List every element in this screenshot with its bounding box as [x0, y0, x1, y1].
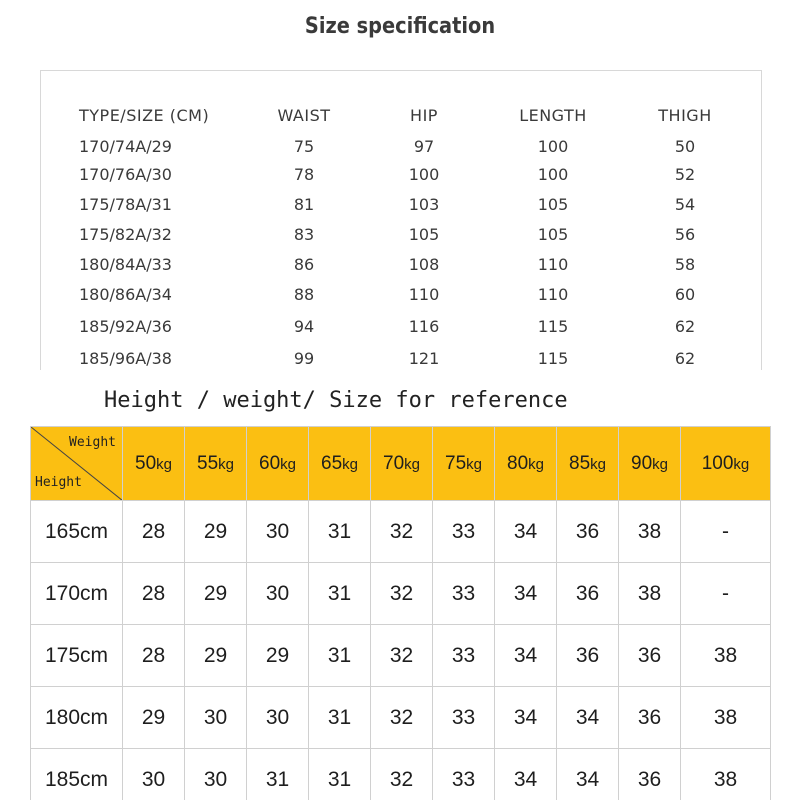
size-spec-cell: 110: [537, 285, 569, 304]
weight-header-cell: [557, 427, 619, 501]
size-spec-cell: 62: [674, 349, 696, 368]
size-spec-cell: 100: [537, 137, 569, 156]
size-spec-cell: 103: [408, 195, 440, 214]
size-cell: 31: [309, 563, 371, 625]
size-spec-cell: 60: [674, 285, 696, 304]
corner-height-label: Height: [35, 475, 82, 490]
size-cell: 33: [433, 563, 495, 625]
size-cell: -: [681, 563, 771, 625]
weight-value: 100: [701, 452, 734, 474]
size-spec-cell: 110: [537, 255, 569, 274]
size-spec-cell: 180/84A/33: [79, 255, 172, 274]
size-spec-cell: 97: [413, 137, 435, 156]
size-cell: 34: [495, 687, 557, 749]
weight-header-cell: [371, 427, 433, 501]
height-row: [31, 625, 771, 687]
weight-header-cell: [185, 427, 247, 501]
size-cell: 36: [557, 563, 619, 625]
size-spec-row: [41, 225, 761, 255]
size-cell: 34: [495, 563, 557, 625]
size-cell: 33: [433, 687, 495, 749]
size-spec-cell: 62: [674, 317, 696, 336]
size-cell: 32: [371, 501, 433, 563]
size-cell: 36: [557, 625, 619, 687]
size-cell: 32: [371, 563, 433, 625]
size-spec-cell: 54: [674, 195, 696, 214]
weight-header-cell: [495, 427, 557, 501]
size-spec-row: [41, 165, 761, 195]
height-label: 165cm: [31, 501, 123, 563]
page-title: Size specification: [304, 14, 496, 39]
weight-value: 65: [321, 452, 343, 474]
corner-weight-label: Weight: [69, 435, 116, 450]
weight-header-cell: [433, 427, 495, 501]
size-spec-cell: 170/74A/29: [79, 137, 172, 156]
height-row: [31, 687, 771, 749]
size-cell: 30: [123, 749, 185, 800]
size-spec-cell: 175/82A/32: [79, 225, 172, 244]
weight-unit: kg: [342, 455, 358, 473]
size-cell: 30: [247, 501, 309, 563]
weight-unit: kg: [156, 455, 172, 473]
size-cell: 34: [557, 749, 619, 800]
weight-unit: kg: [528, 455, 544, 473]
size-spec-cell: 88: [293, 285, 315, 304]
size-cell: 34: [495, 749, 557, 800]
size-spec-cell: 75: [293, 137, 315, 156]
size-spec-cell: 185/96A/38: [79, 349, 172, 368]
weight-value: 80: [507, 452, 529, 474]
weight-unit: kg: [466, 455, 482, 473]
size-cell: 34: [495, 501, 557, 563]
weight-value: 75: [445, 452, 467, 474]
size-cell: 38: [619, 563, 681, 625]
size-spec-cell: 185/92A/36: [79, 317, 172, 336]
size-spec-cell: 115: [537, 349, 569, 368]
size-spec-header-row: [41, 106, 761, 136]
corner-cell: [31, 427, 123, 501]
size-cell: 30: [247, 563, 309, 625]
size-cell: 29: [185, 625, 247, 687]
size-reference-table: [30, 426, 771, 800]
size-cell: 28: [123, 563, 185, 625]
size-spec-cell: 116: [408, 317, 440, 336]
size-spec-row: [41, 349, 761, 379]
header-type-size: TYPE/SIZE (CM): [79, 106, 210, 125]
size-cell: 38: [681, 625, 771, 687]
size-cell: 33: [433, 501, 495, 563]
weight-header-cell: [619, 427, 681, 501]
size-cell: 38: [681, 749, 771, 800]
size-cell: 36: [619, 625, 681, 687]
size-cell: 31: [309, 687, 371, 749]
size-spec-cell: 115: [537, 317, 569, 336]
weight-unit: kg: [652, 455, 668, 473]
size-cell: 38: [681, 687, 771, 749]
size-spec-row: [41, 195, 761, 225]
size-spec-cell: 105: [537, 225, 569, 244]
height-label: 185cm: [31, 749, 123, 800]
size-cell: 32: [371, 687, 433, 749]
size-cell: 28: [123, 501, 185, 563]
weight-value: 60: [259, 452, 281, 474]
size-cell: 31: [309, 749, 371, 800]
size-cell: 33: [433, 749, 495, 800]
size-cell: 36: [619, 749, 681, 800]
weight-value: 70: [383, 452, 405, 474]
weight-header-cell: [123, 427, 185, 501]
size-cell: 30: [247, 687, 309, 749]
size-spec-cell: 175/78A/31: [79, 195, 172, 214]
size-cell: 29: [185, 501, 247, 563]
size-cell: 29: [123, 687, 185, 749]
size-cell: 29: [247, 625, 309, 687]
size-spec-cell: 170/76A/30: [79, 165, 172, 184]
size-spec-cell: 52: [674, 165, 696, 184]
size-cell: 36: [619, 687, 681, 749]
size-spec-cell: 121: [408, 349, 440, 368]
weight-unit: kg: [590, 455, 606, 473]
height-row: [31, 749, 771, 800]
size-spec-cell: 83: [293, 225, 315, 244]
size-cell: 29: [185, 563, 247, 625]
size-spec-cell: 110: [408, 285, 440, 304]
size-spec-cell: 100: [408, 165, 440, 184]
size-spec-cell: 105: [408, 225, 440, 244]
size-cell: 38: [619, 501, 681, 563]
weight-unit: kg: [404, 455, 420, 473]
weight-value: 85: [569, 452, 591, 474]
weight-unit: kg: [280, 455, 296, 473]
weight-unit: kg: [733, 455, 750, 473]
size-cell: 32: [371, 749, 433, 800]
height-label: 170cm: [31, 563, 123, 625]
height-row: [31, 563, 771, 625]
size-cell: -: [681, 501, 771, 563]
size-spec-cell: 100: [537, 165, 569, 184]
size-cell: 28: [123, 625, 185, 687]
size-spec-cell: 56: [674, 225, 696, 244]
size-spec-row: [41, 317, 761, 347]
size-cell: 36: [557, 501, 619, 563]
weight-header-cell: [309, 427, 371, 501]
weight-value: 90: [631, 452, 653, 474]
reference-title: Height / weight/ Size for reference: [104, 388, 568, 413]
size-spec-cell: 58: [674, 255, 696, 274]
size-spec-row: [41, 285, 761, 315]
height-row: [31, 501, 771, 563]
size-spec-cell: 50: [674, 137, 696, 156]
size-spec-cell: 81: [293, 195, 315, 214]
size-spec-cell: 108: [408, 255, 440, 274]
size-cell: 34: [557, 687, 619, 749]
weight-unit: kg: [218, 455, 234, 473]
size-cell: 31: [309, 501, 371, 563]
weight-header-cell: [681, 427, 771, 501]
size-spec-cell: 78: [293, 165, 315, 184]
size-cell: 32: [371, 625, 433, 687]
size-spec-cell: 180/86A/34: [79, 285, 172, 304]
header-waist: WAIST: [277, 106, 331, 125]
header-hip: HIP: [410, 106, 438, 125]
size-spec-panel: [40, 70, 762, 370]
header-thigh: THIGH: [658, 106, 712, 125]
size-spec-cell: 99: [293, 349, 315, 368]
size-spec-cell: 94: [293, 317, 315, 336]
size-spec-cell: 86: [293, 255, 315, 274]
size-spec-cell: 105: [537, 195, 569, 214]
size-cell: 34: [495, 625, 557, 687]
size-spec-row: [41, 137, 761, 167]
weight-header-row: [31, 427, 771, 501]
weight-header-cell: [247, 427, 309, 501]
height-label: 175cm: [31, 625, 123, 687]
size-spec-row: [41, 255, 761, 285]
header-length: LENGTH: [519, 106, 587, 125]
weight-value: 55: [197, 452, 219, 474]
size-cell: 31: [309, 625, 371, 687]
size-cell: 30: [185, 687, 247, 749]
height-label: 180cm: [31, 687, 123, 749]
size-cell: 31: [247, 749, 309, 800]
size-cell: 30: [185, 749, 247, 800]
size-cell: 33: [433, 625, 495, 687]
weight-value: 50: [135, 452, 157, 474]
